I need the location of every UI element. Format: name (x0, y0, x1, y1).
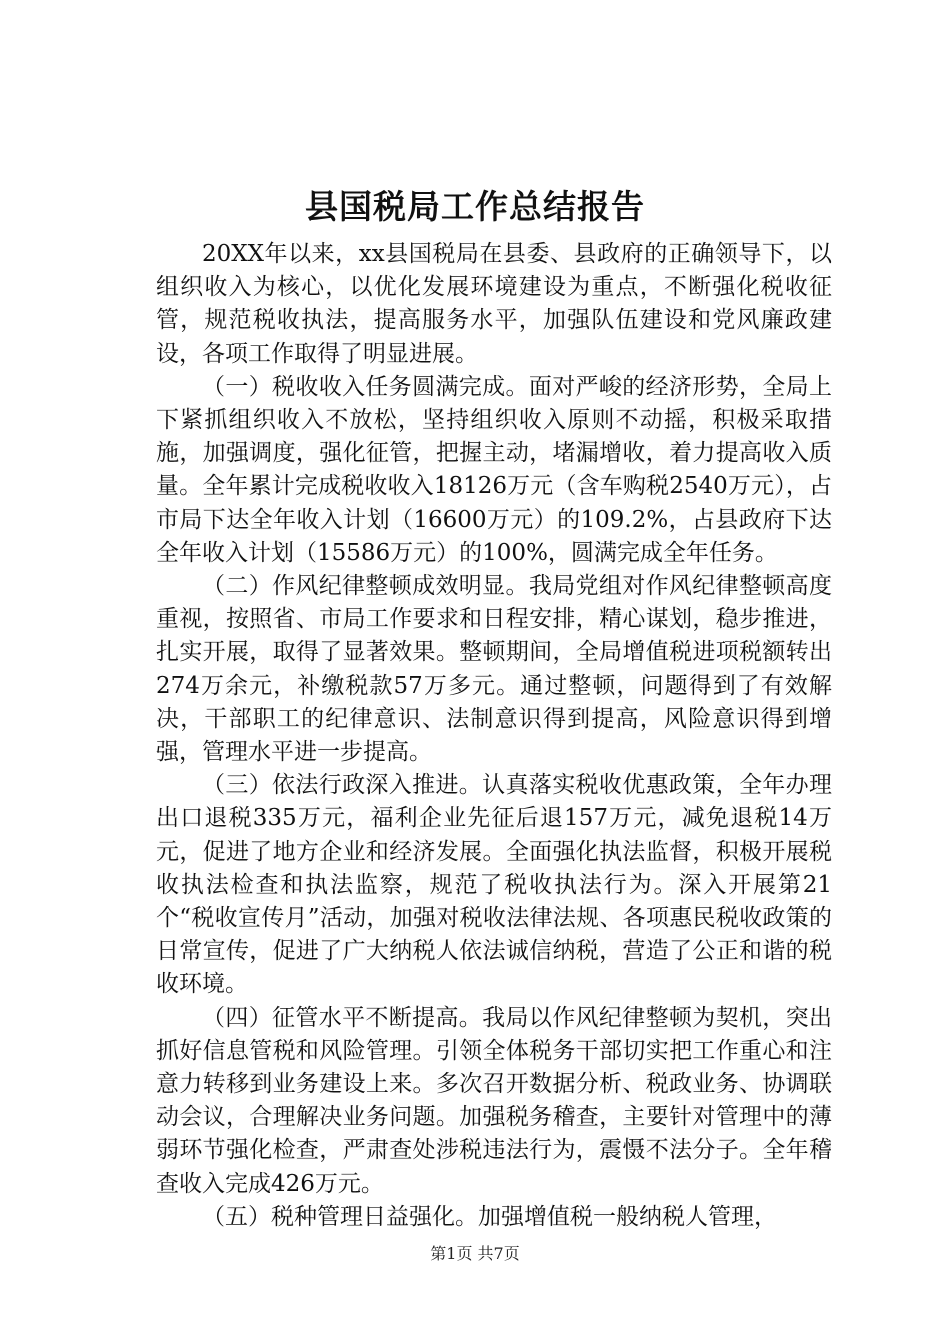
page-footer: 第1页 共7页 (430, 1244, 520, 1263)
paragraph-section-2: （二）作风纪律整顿成效明显。我局党组对作风纪律整顿高度重视，按照省、市局工作要求和日程安排，精心谋划，稳步推进，扎实开展，取得了显著效果。整顿期间，全局增值税进项税额转出274万余元，补缴税款57万多元。通过整顿，问题得到了有效解决，干部职工的纪律意识、法制意识得到提高，风险意识得到增强，管理水平进一步提高。 (156, 573, 832, 766)
paragraph-section-3: （三）依法行政深入推进。认真落实税收优惠政策，全年办理出口退税335万元，福利企业先征后退157万元，减免退税14万元，促进了地方企业和经济发展。全面强化执法监督，积极开展税收执法检查和执法监察，规范了税收执法行为。深入开展第21个“税收宣传月”活动，加强对税收法律法规、各项惠民税收政策的日常宣传，促进了广大纳税人依法诚信纳税，营造了公正和谐的税收环境。 (156, 772, 832, 998)
paragraph-section-4: （四）征管水平不断提高。我局以作风纪律整顿为契机，突出抓好信息管税和风险管理。引领全体税务干部切实把工作重心和注意力转移到业务建设上来。多次召开数据分析、税政业务、协调联动会议，合理解决业务问题。加强税务稽查，主要针对管理中的薄弱环节强化检查，严肃查处涉税违法行为，震慑不法分子。全年稽查收入完成426万元。 (156, 1004, 832, 1197)
paragraph-section-5: （五）税种管理日益强化。加强增值税一般纳税人管理， (202, 1203, 777, 1230)
document-body (156, 238, 832, 1234)
document-title: 县国税局工作总结报告 (305, 187, 645, 226)
paragraph-section-1: （一）税收收入任务圆满完成。面对严峻的经济形势，全局上下紧抓组织收入不放松，坚持组织收入原则不动摇，积极采取措施，加强调度，强化征管，把握主动，堵漏增收，着力提高收入质量。全年累计完成税收收入18126万元（含车购税2540万元），占市局下达全年收入计划（16600万元）的109.2%，占县政府下达全年收入计划（15586万元）的100%，圆满完成全年任务。 (156, 373, 832, 566)
paragraph-intro: 20XX年以来，xx县国税局在县委、县政府的正确领导下，以组织收入为核心，以优化发展环境建设为重点，不断强化税收征管，规范税收执法，提高服务水平，加强队伍建设和党风廉政建设，各项工作取得了明显进展。 (156, 241, 832, 367)
